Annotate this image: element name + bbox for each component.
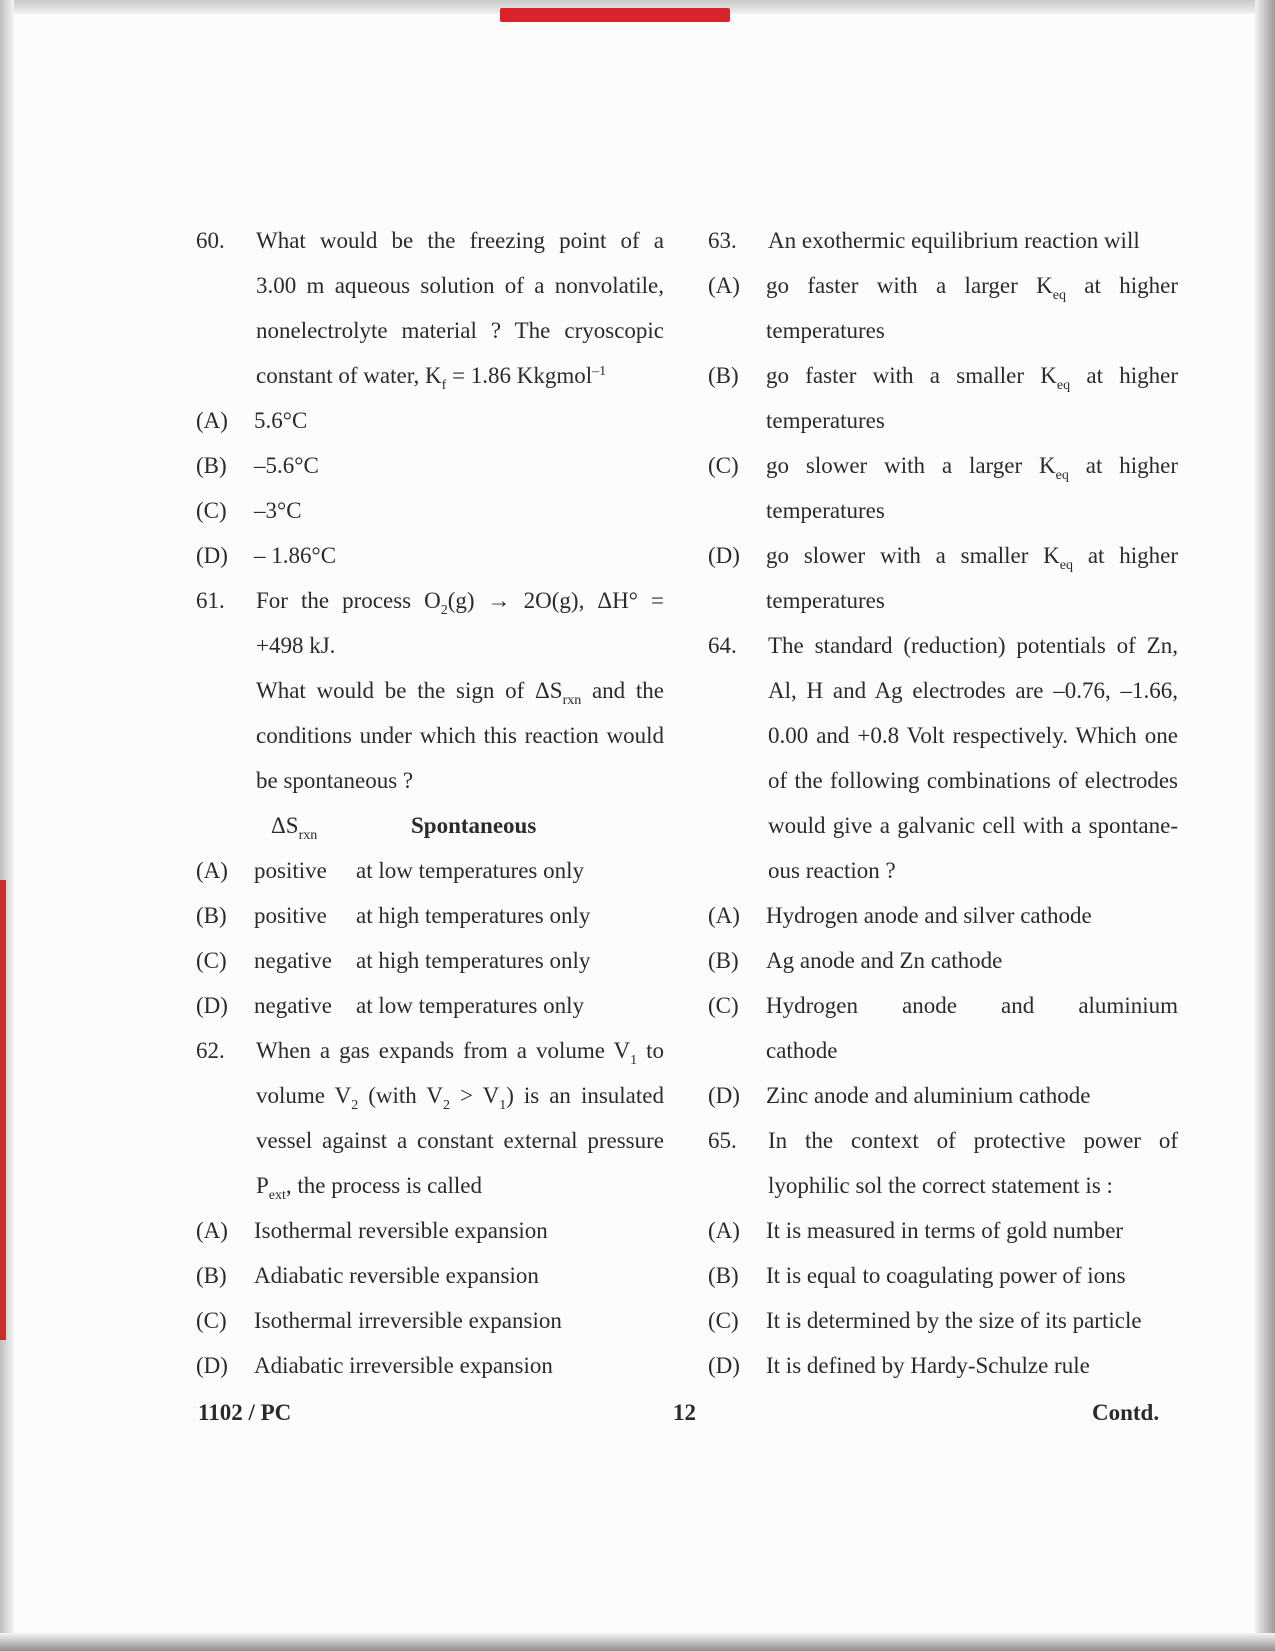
option-label: (D) xyxy=(708,1083,740,1108)
option-63-c: (C) go slower with a larger $K_{eq}$ at higher temperatures xyxy=(708,443,1178,533)
option-text-cont: cathode xyxy=(766,1038,838,1063)
question-text: of the following combinations of electrodes xyxy=(768,768,1178,793)
option-label: (B) xyxy=(196,1263,227,1288)
question-text: What would be the freezing point of a xyxy=(256,228,664,253)
question-text: When a gas expands from a volume $V_1$ to xyxy=(256,1038,664,1068)
option-60-c xyxy=(196,488,664,533)
question-61 xyxy=(196,578,664,803)
option-label: (C) xyxy=(708,1308,739,1333)
option-text: Isothermal reversible expansion xyxy=(254,1218,548,1243)
question-text: $P_{ext}$, the process is called xyxy=(256,1173,482,1203)
option-62-b xyxy=(196,1253,664,1298)
option-text: Hydrogen anode and silver cathode xyxy=(766,903,1092,928)
option-64-c xyxy=(708,983,1178,1073)
condition: at low temperatures only xyxy=(356,858,585,883)
option-text: –5.6°C xyxy=(254,453,319,478)
question-text: For the process $O_2(g) \to 2O(g)$, ΔH° = xyxy=(256,588,664,618)
option-62-c xyxy=(196,1298,664,1343)
scan-edge-right xyxy=(1255,0,1275,1651)
option-64-d xyxy=(708,1073,1178,1118)
page-number: 12 xyxy=(673,1400,696,1425)
option-label: (D) xyxy=(196,993,228,1018)
option-63-a: (A) go faster with a larger $K_{eq}$ at higher temperatures xyxy=(708,263,1178,353)
question-text: would give a galvanic cell with a spontane- xyxy=(768,813,1178,838)
question-60 xyxy=(196,218,664,398)
condition: at low temperatures only xyxy=(356,993,585,1018)
scan-red-mark xyxy=(500,8,730,22)
option-text: – 1.86°C xyxy=(254,543,337,568)
option-text: It is equal to coagulating power of ions xyxy=(766,1263,1126,1288)
option-label: (D) xyxy=(196,543,228,568)
answer-table-header xyxy=(196,803,664,848)
condition: at high temperatures only xyxy=(356,948,591,973)
answer-table-row xyxy=(196,983,664,1028)
entropy-sign: positive xyxy=(254,903,327,928)
question-64 xyxy=(708,623,1178,893)
option-label: (C) xyxy=(708,453,739,478)
question-63 xyxy=(708,218,1178,263)
option-60-d xyxy=(196,533,664,578)
option-label: (D) xyxy=(196,1353,228,1378)
answer-table-row xyxy=(196,893,664,938)
option-label: (B) xyxy=(196,453,227,478)
question-text: ous reaction ? xyxy=(768,858,896,883)
option-label: (A) xyxy=(708,273,740,298)
right-column xyxy=(708,218,1178,1388)
answer-table-row xyxy=(196,938,664,983)
contd-label: Contd. xyxy=(1092,1400,1160,1425)
option-65-d xyxy=(708,1343,1178,1388)
condition: at high temperatures only xyxy=(356,903,591,928)
question-number: 63. xyxy=(708,228,737,253)
option-65-c xyxy=(708,1298,1178,1343)
left-column xyxy=(196,218,664,1388)
option-text: It is defined by Hardy-Schulze rule xyxy=(766,1353,1090,1378)
option-label: (C) xyxy=(196,498,227,523)
option-text: Zinc anode and aluminium cathode xyxy=(766,1083,1091,1108)
table-header-entropy: $\Delta S_{rxn}$ xyxy=(271,813,318,843)
option-text: Adiabatic reversible expansion xyxy=(254,1263,539,1288)
option-label: (D) xyxy=(708,543,740,568)
question-62 xyxy=(196,1028,664,1208)
option-text: It is measured in terms of gold number xyxy=(766,1218,1124,1243)
option-label: (B) xyxy=(708,1263,739,1288)
question-text: Al, H and Ag electrodes are –0.76, –1.66, xyxy=(768,678,1178,703)
option-label: (B) xyxy=(196,903,227,928)
option-label: (A) xyxy=(708,1218,740,1243)
question-text: be spontaneous ? xyxy=(256,768,414,793)
question-text: 0.00 and +0.8 Volt respectively. Which one xyxy=(768,723,1178,748)
question-text: An exothermic equilibrium reaction will xyxy=(768,228,1140,253)
scan-red-strip xyxy=(0,880,6,1340)
question-text: volume $V_2$ (with $V_2 > V_1$) is an insulated xyxy=(256,1083,664,1113)
option-label: (B) xyxy=(708,948,739,973)
question-text: nonelectrolyte material ? The cryoscopic xyxy=(256,318,664,343)
option-label: (C) xyxy=(196,1308,227,1333)
question-text: constant of water, $K_f = 1.86$ Kkgmol$^{-1}$ xyxy=(256,363,607,393)
option-label: (A) xyxy=(196,858,228,883)
question-number: 62. xyxy=(196,1038,225,1063)
option-label: (B) xyxy=(708,363,739,388)
option-label: (C) xyxy=(708,993,739,1018)
scan-edge-left xyxy=(0,0,14,1651)
entropy-sign: negative xyxy=(254,993,332,1018)
option-text: It is determined by the size of its particle xyxy=(766,1308,1142,1333)
entropy-sign: negative xyxy=(254,948,332,973)
option-65-b xyxy=(708,1253,1178,1298)
option-text: Ag anode and Zn cathode xyxy=(766,948,1003,973)
option-text: Adiabatic irreversible expansion xyxy=(254,1353,553,1378)
option-65-a xyxy=(708,1208,1178,1253)
option-text: –3°C xyxy=(254,498,302,523)
question-text: In the context of protective power of xyxy=(768,1128,1178,1153)
paper-code: 1102 / PC xyxy=(198,1400,292,1425)
option-62-a xyxy=(196,1208,664,1253)
question-text: +498 kJ. xyxy=(256,633,336,658)
option-60-b xyxy=(196,443,664,488)
option-64-a xyxy=(708,893,1178,938)
table-header-spontaneous: Spontaneous xyxy=(411,813,537,838)
option-text: 5.6°C xyxy=(254,408,308,433)
option-label: (A) xyxy=(196,1218,228,1243)
option-62-d xyxy=(196,1343,664,1388)
entropy-sign: positive xyxy=(254,858,327,883)
option-label: (A) xyxy=(708,903,740,928)
question-text: 3.00 m aqueous solution of a nonvolatile, xyxy=(256,273,664,298)
option-label: (A) xyxy=(196,408,228,433)
options-63 xyxy=(708,263,1178,623)
option-63-b: (B) go faster with a smaller $K_{eq}$ at higher temperatures xyxy=(708,353,1178,443)
question-number: 60. xyxy=(196,228,225,253)
question-text: The standard (reduction) potentials of Zn, xyxy=(768,633,1178,658)
question-text: vessel against a constant external pressure xyxy=(256,1128,664,1153)
option-64-b xyxy=(708,938,1178,983)
option-text: Hydrogen anode and aluminium xyxy=(766,993,1178,1018)
question-65 xyxy=(708,1118,1178,1208)
scan-edge-bottom xyxy=(0,1633,1275,1651)
question-text: lyophilic sol the correct statement is : xyxy=(768,1173,1113,1198)
question-text: conditions under which this reaction would xyxy=(256,723,664,748)
question-number: 64. xyxy=(708,633,737,658)
question-text: What would be the sign of $\Delta S_{rxn}$ and the xyxy=(256,678,664,708)
question-number: 65. xyxy=(708,1128,737,1153)
option-63-d: (D) go slower with a smaller $K_{eq}$ at higher temperatures xyxy=(708,533,1178,623)
answer-table-row xyxy=(196,848,664,893)
question-number: 61. xyxy=(196,588,225,613)
option-60-a xyxy=(196,398,664,443)
option-label: (C) xyxy=(196,948,227,973)
option-label: (D) xyxy=(708,1353,740,1378)
option-text: Isothermal irreversible expansion xyxy=(254,1308,562,1333)
